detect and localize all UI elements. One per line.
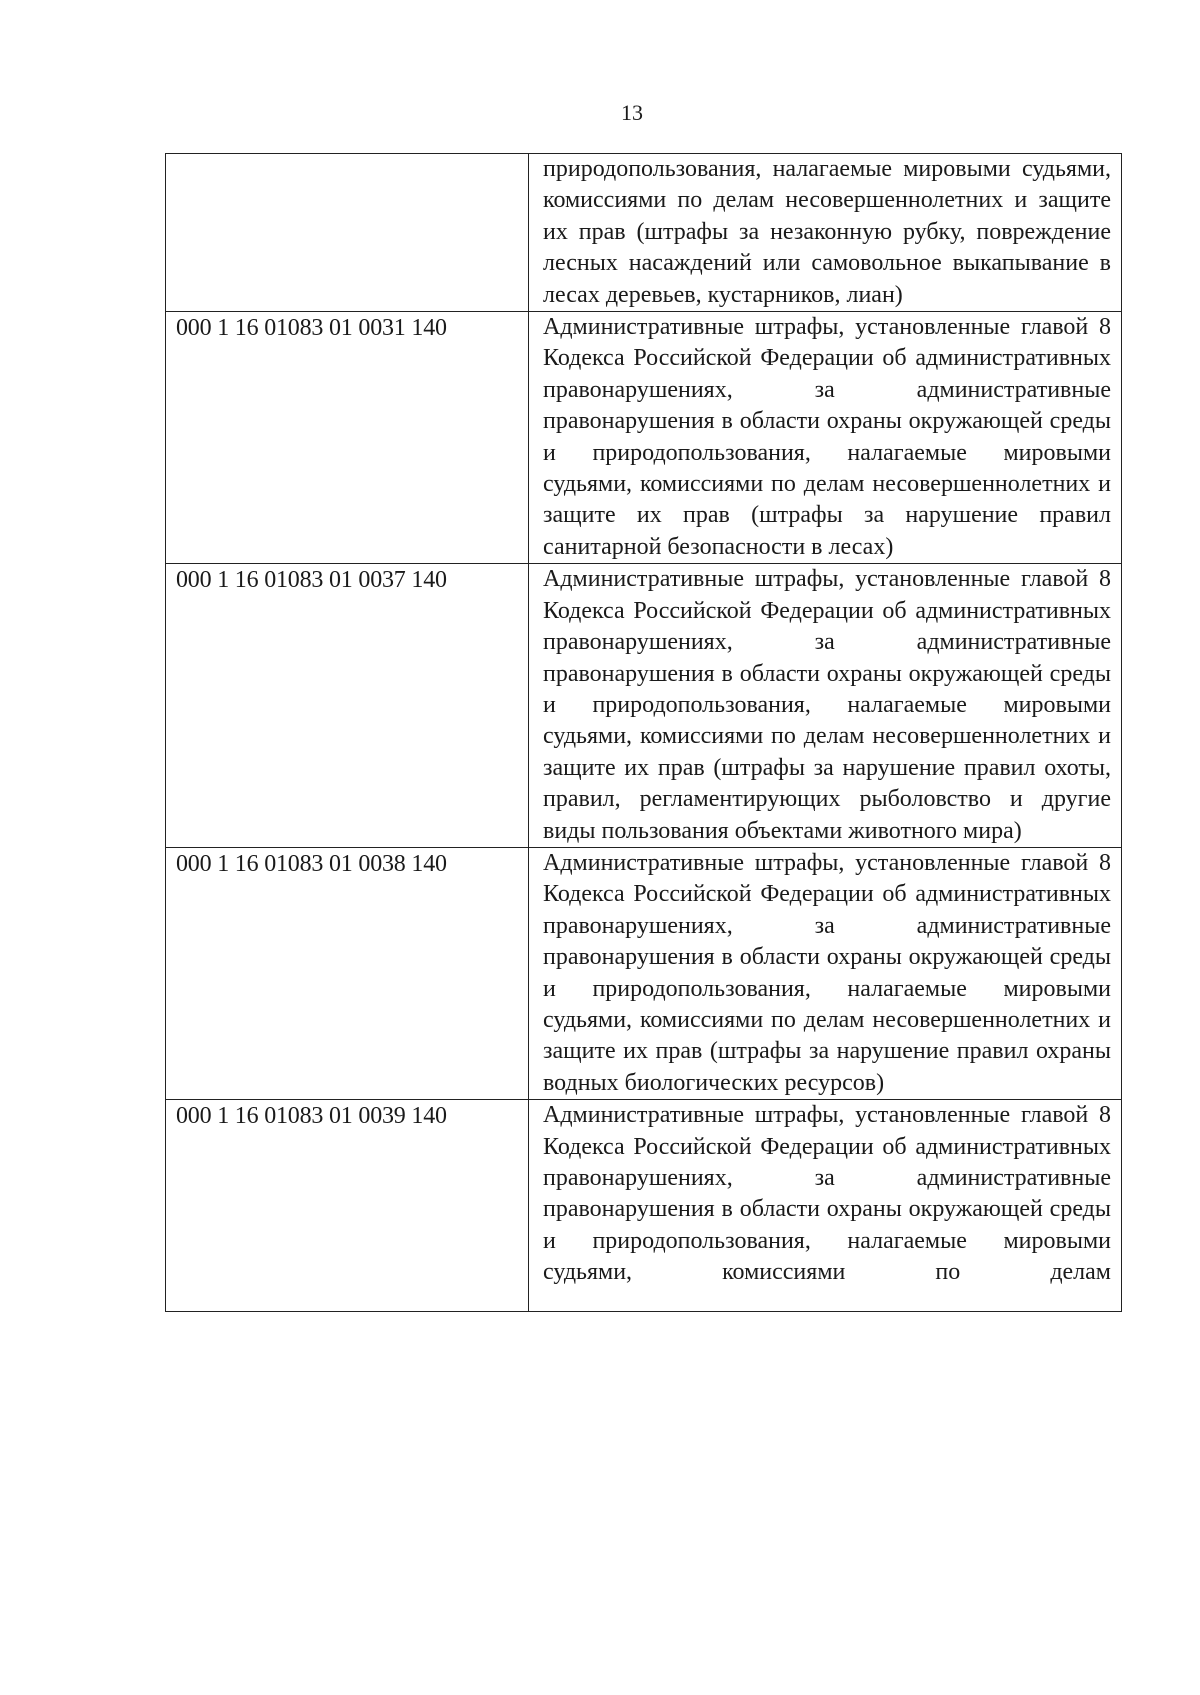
description-cell: Административные штрафы, установленные главой 8 Кодекса Российской Федерации об административных правонарушениях, за административные правонарушения в области охраны окружающей среды и природопользования, налагаемые мировыми судьями, комиссиями по делам несовершеннолетних и защите их прав (штрафы за нарушение правил охоты, правил, регламентирующих рыболовство и другие виды пользования объектами животного мира) [529, 564, 1122, 848]
page-number: 13 [621, 100, 643, 125]
description-cell: природопользования, налагаемые мировыми судьями, комиссиями по делам несовершеннолетних и защите их прав (штрафы за незаконную рубку, повреждение лесных насаждений или самовольное выкапывание в лесах деревьев, кустарников, лиан) [529, 154, 1122, 312]
table-row [166, 312, 1122, 564]
code-cell: 000 1 16 01083 01 0038 140 [166, 847, 529, 1099]
code-cell: 000 1 16 01083 01 0031 140 [166, 312, 529, 564]
description-cell: Административные штрафы, установленные главой 8 Кодекса Российской Федерации об административных правонарушениях, за административные правонарушения в области охраны окружающей среды и природопользования, налагаемые мировыми судьями, комиссиями по делам несовершеннолетних и защите их прав (штрафы за нарушение правил охраны водных биологических ресурсов) [529, 847, 1122, 1099]
budget-codes-table [165, 153, 1122, 1312]
description-cell: Административные штрафы, установленные главой 8 Кодекса Российской Федерации об административных правонарушениях, за административные правонарушения в области охраны окружающей среды и природопользования, налагаемые мировыми судьями, комиссиями по делам несовершеннолетних и защите их прав (штрафы за нарушение правил санитарной безопасности в лесах) [529, 312, 1122, 564]
table-row [166, 1100, 1122, 1312]
description-cell: Административные штрафы, установленные главой 8 Кодекса Российской Федерации об административных правонарушениях, за административные правонарушения в области охраны окружающей среды и природопользования, налагаемые мировыми судьями, комиссиями по делам [529, 1100, 1122, 1312]
table-row [166, 847, 1122, 1099]
code-cell: 000 1 16 01083 01 0037 140 [166, 564, 529, 848]
code-cell: 000 1 16 01083 01 0039 140 [166, 1100, 529, 1312]
code-cell [166, 154, 529, 312]
table-row [166, 564, 1122, 848]
table-row [166, 154, 1122, 312]
